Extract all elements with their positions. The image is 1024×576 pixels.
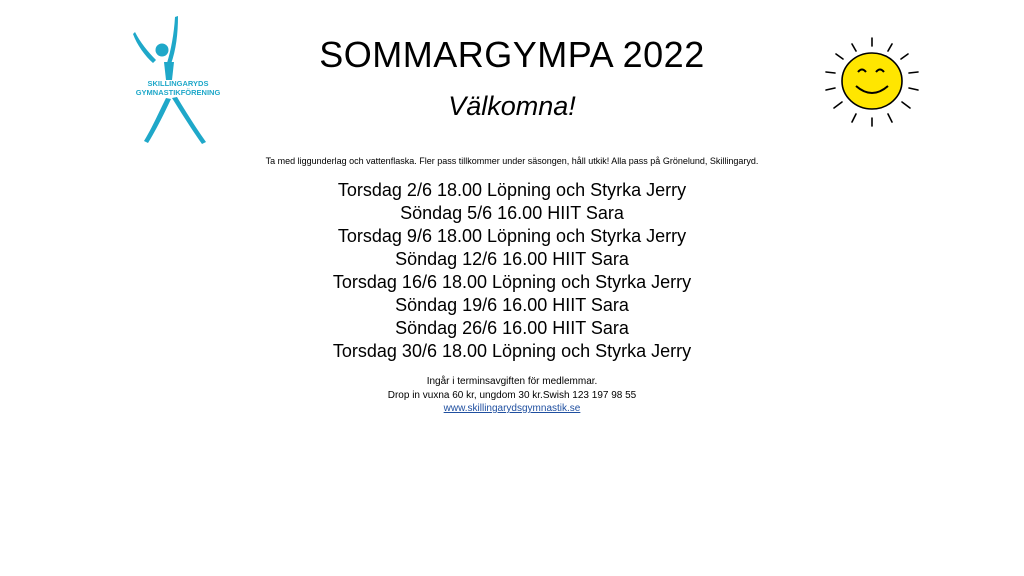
membership-note: Ingår i terminsavgiften för medlemmar. <box>426 376 598 387</box>
footer-info <box>0 375 1024 416</box>
club-logo <box>126 12 230 146</box>
welcome-subtitle: Välkomna! <box>448 91 576 121</box>
schedule-item: Torsdag 9/6 18.00 Löpning och Styrka Jerry <box>337 226 687 246</box>
schedule-item: Torsdag 2/6 18.00 Löpning och Styrka Jerry <box>337 180 687 200</box>
logo-text-line1: SKILLINGARYDS <box>147 79 209 88</box>
website-link[interactable]: www.skillingarydsgymnastik.se <box>443 403 581 414</box>
drop-in-price: Drop in vuxna 60 kr, ungdom 30 kr.Swish 123 197 98 55 <box>387 389 637 401</box>
schedule-item: Söndag 26/6 16.00 HIIT Sara <box>395 318 629 338</box>
schedule-item: Söndag 5/6 16.00 HIIT Sara <box>400 203 624 223</box>
page-title: SOMMARGYMPA 2022 <box>319 34 705 75</box>
intro-text: Ta med liggunderlag och vattenflaska. Fler pass tillkommer under säsongen, håll utkik! Alla pass på Grönelund, Skillingaryd. <box>265 156 759 166</box>
schedule-item: Torsdag 16/6 18.00 Löpning och Styrka Jerry <box>332 272 692 292</box>
schedule-list <box>0 179 1024 363</box>
logo-text-line2: GYMNASTIKFÖRENING <box>135 88 221 97</box>
schedule-item: Torsdag 30/6 18.00 Löpning och Styrka Jerry <box>332 341 692 361</box>
schedule-item: Söndag 12/6 16.00 HIIT Sara <box>395 249 629 269</box>
schedule-item: Söndag 19/6 16.00 HIIT Sara <box>395 295 629 315</box>
